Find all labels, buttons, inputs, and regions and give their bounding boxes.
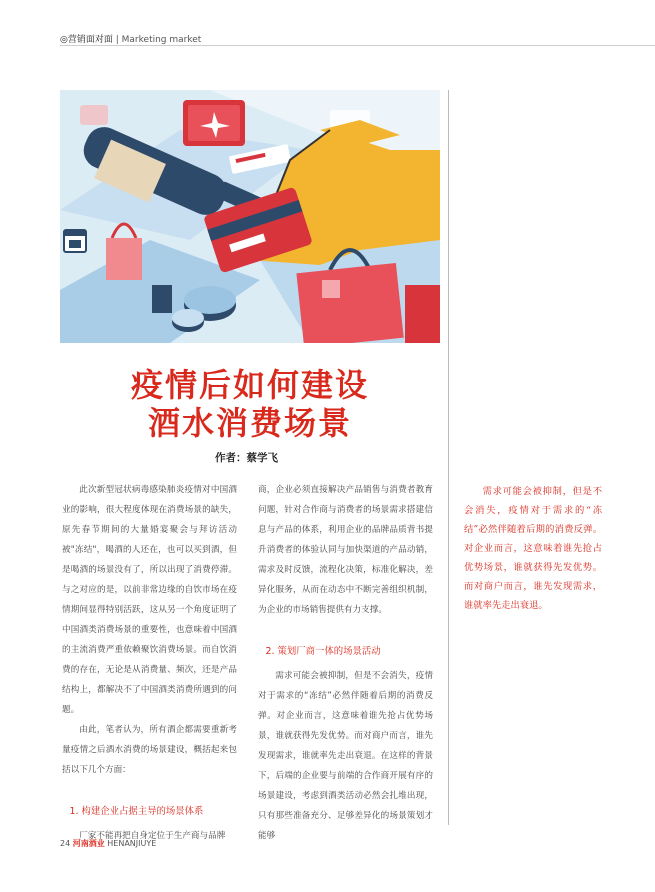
page-number: 24 (60, 839, 71, 848)
header-rule (60, 45, 655, 46)
section-heading: 2. 策划厂商一体的场景活动 (265, 646, 381, 657)
article-author: 作者：蔡学飞 (215, 452, 278, 464)
paragraph: 由此，笔者认为，所有酒企都需要重新考量疫情之后酒水消费的场景建设，概括起来包括以下几个方面： (62, 725, 237, 775)
page-footer (60, 838, 156, 849)
article-illustration (60, 90, 440, 343)
magazine-brand: HENANJIUYE (107, 839, 157, 848)
article-column-1 (62, 480, 237, 846)
column-divider (448, 90, 449, 825)
section-label-en: Marketing market (121, 35, 202, 45)
page-header (60, 32, 201, 45)
airplane-icon (183, 100, 245, 146)
article-column-2 (258, 480, 433, 846)
section-label: ◎营销面对面 (60, 35, 113, 45)
section-heading: 1. 构建企业占据主导的场景体系 (69, 806, 204, 817)
paragraph: 此次新型冠状病毒感染肺炎疫情对中国酒业的影响，很大程度体现在消费场景的缺失，原先春节期间的大量婚宴聚会与拜访活动被"冻结"，喝酒的人还在，也可以买到酒，但是喝酒的场景没有了，所以出现了消费停滞。与之对应的是，以前非常边缘的自饮市场在疫情期间显得特别活跃，这从另一个角度证明了中国酒类消费场景的重要性，也意味着中国酒的主流消费严重依赖聚饮消费场景。而自饮消费的存在，无论是从消费量、频次，还是产品结构上，都解决不了中国酒类消费所遇到的问题。 (62, 485, 237, 715)
article-title-line2: 酒水消费场景 (147, 404, 352, 442)
article-title-line1: 疫情后如何建设 (130, 366, 369, 404)
calendar-icon (64, 230, 86, 252)
illustration-svg (60, 90, 440, 343)
paragraph: 厂家不能再把自身定位于生产商与品牌 (79, 831, 226, 841)
magazine-logo: 河南酒业 (72, 839, 105, 848)
paragraph: 商，企业必须直接解决产品销售与消费者教育问题，针对合作商与消费者的场景需求搭建信息与产品的体系，利用企业的品牌品质背书提升消费者的体验认同与加快渠道的产品动销，需求及时反馈，流程化决策，标准化解决，差异化服务，从而在动态中不断完善组织机制，为企业的市场销售提供有力支撑。 (258, 485, 433, 615)
pull-quote: 需求可能会被抑制，但是不会消失，疫情对于需求的“冻结”必然伴随着后期的消费反弹。对企业而言，这意味着谁先抢占优势场景，谁就获得先发优势。而对商户而言，谁先发现需求，谁就率先走出衰退。 (464, 486, 602, 611)
paragraph: 需求可能会被抑制，但是不会消失，疫情对于需求的“冻结”必然伴随着后期的消费反弹。对企业而言，这意味着谁先抢占优势场景，谁就获得先发优势。而对商户而言，谁先发现需求，谁就率先走出衰退。在这样的背景下，后端的企业要与前端的合作商开展有序的场景建设，考虑到酒类活动必然会扎堆出现，只有那些准备充分、足够差异化的场景策划才能够 (258, 671, 433, 841)
header-divider: | (115, 35, 119, 45)
